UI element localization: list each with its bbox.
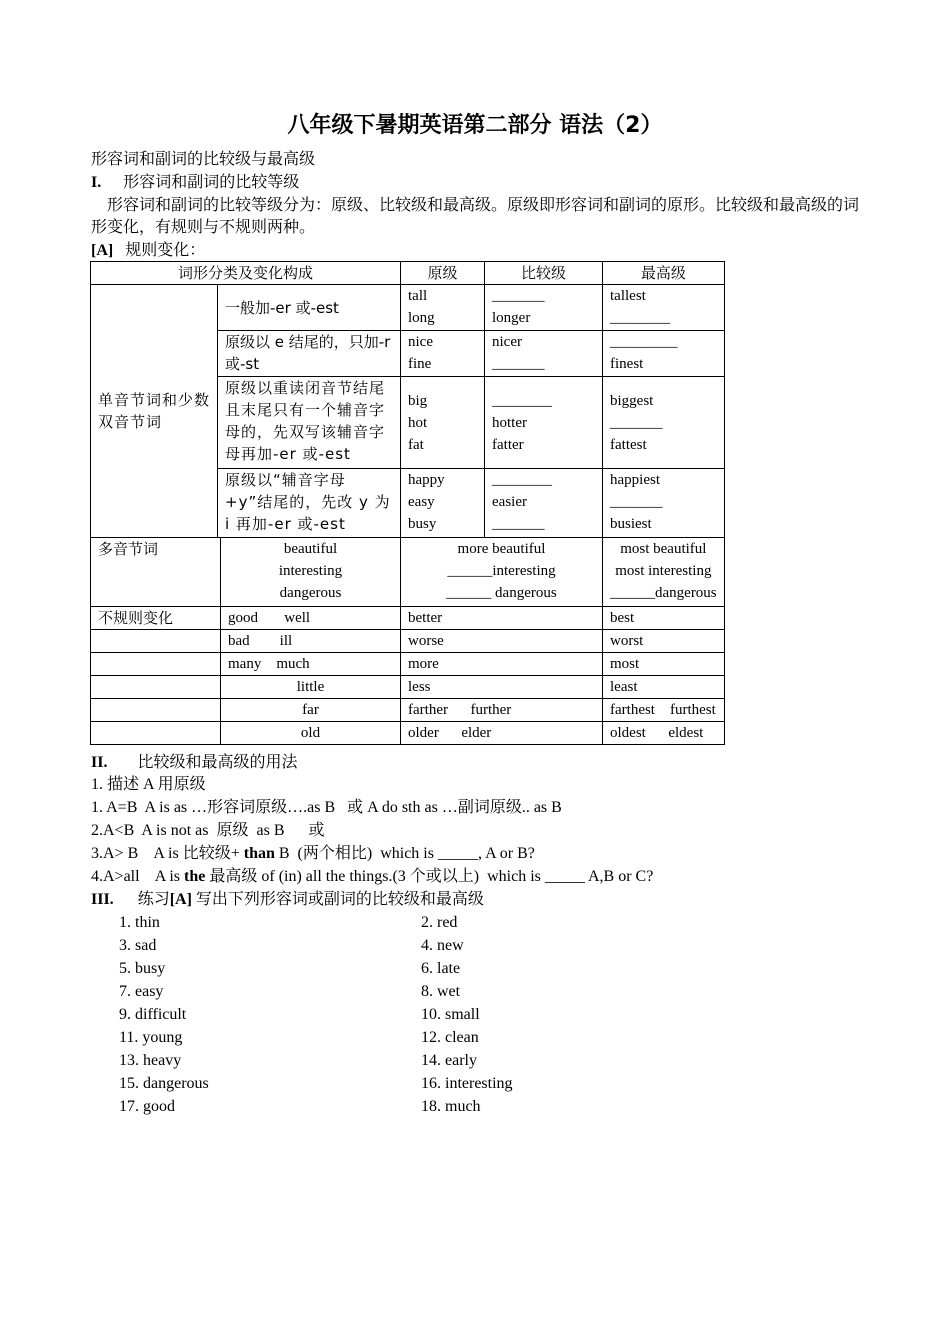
base-cell: far: [221, 699, 401, 722]
comparative-cell: more beautiful ______interesting ______ dangerous: [401, 538, 603, 607]
table-row: [91, 676, 725, 699]
group-label-single: 单音节词和少数双音节词: [91, 285, 218, 538]
rule-cell: 原级以“辅音字母+y”结尾的，先改 y 为 i 再加-er 或-est: [218, 469, 401, 538]
comparative-cell: older elder: [401, 722, 603, 745]
usage-line: 4.A>all A is the 最高级 of (in) all the things.(3 个或以上) which is _____ A,B or C?: [91, 868, 654, 885]
empty-cell: [91, 676, 221, 699]
comparative-cell: nicer _______: [485, 331, 603, 377]
subsection-title: 规则变化：: [125, 240, 206, 259]
base-cell: happy easy busy: [401, 469, 485, 538]
table-row: [91, 699, 725, 722]
rule-cell: 原级以重读闭音节结尾且末尾只有一个辅音字母的，先双写该辅音字母再加-er 或-est: [218, 377, 401, 469]
comparative-cell: ________ hotter fatter: [485, 377, 603, 469]
base-cell: many much: [221, 653, 401, 676]
section-number: II.: [91, 754, 108, 771]
table-row: [91, 538, 725, 607]
superlative-cell: oldest eldest: [603, 722, 725, 745]
comparative-cell: ________ easier _______: [485, 469, 603, 538]
exercise-item: 3. sad: [119, 937, 157, 954]
section-title: 比较级和最高级的用法: [137, 752, 298, 771]
table-row: [91, 285, 725, 331]
section-2-heading: [91, 751, 297, 774]
exercise-item: 12. clean: [421, 1029, 479, 1046]
exercise-item: 7. easy: [119, 983, 164, 1000]
superlative-cell: biggest _______ fattest: [603, 377, 725, 469]
exercise-item: 11. young: [119, 1029, 183, 1046]
section-number: I.: [91, 174, 102, 191]
exercise-item: 13. heavy: [119, 1052, 182, 1069]
section-title: 练习[A] 写出下列形容词或副词的比较级和最高级: [137, 889, 484, 908]
empty-cell: [91, 630, 221, 653]
superlative-cell: happiest _______ busiest: [603, 469, 725, 538]
comparative-cell: more: [401, 653, 603, 676]
exercise-item: 6. late: [421, 960, 461, 977]
comparison-table: [90, 261, 725, 745]
empty-cell: [91, 699, 221, 722]
empty-cell: [91, 653, 221, 676]
section-1-heading: [91, 171, 299, 194]
header-superlative: 最高级: [603, 262, 725, 285]
superlative-cell: worst: [603, 630, 725, 653]
rule-cell: 一般加-er 或-est: [218, 285, 401, 331]
base-cell: little: [221, 676, 401, 699]
base-cell: beautiful interesting dangerous: [221, 538, 401, 607]
exercise-item: 16. interesting: [421, 1075, 513, 1092]
exercise-item: 14. early: [421, 1052, 477, 1069]
usage-line: 2.A<B A is not as 原级 as B 或: [91, 822, 325, 839]
superlative-cell: farthest furthest: [603, 699, 725, 722]
header-base: 原级: [401, 262, 485, 285]
exercise-item: 2. red: [421, 914, 458, 931]
exercise-item: 4. new: [421, 937, 464, 954]
exercise-item: 10. small: [421, 1006, 480, 1023]
exercise-item: 1. thin: [119, 914, 160, 931]
usage-line: 1. 描述 A 用原级: [91, 776, 206, 793]
base-cell: bad ill: [221, 630, 401, 653]
exercise-item: 15. dangerous: [119, 1075, 209, 1092]
subsection-tag: [A]: [91, 242, 114, 259]
subsection-a: [91, 239, 205, 262]
intro-line-1: 形容词和副词的比较等级分为：原级、比较级和最高级。原级即形容词和副词的原形。比较级和最高级的词: [107, 195, 860, 214]
superlative-cell: tallest ________: [603, 285, 725, 331]
exercise-item: 9. difficult: [119, 1006, 187, 1023]
superlative-cell: best: [603, 607, 725, 630]
base-cell: big hot fat: [401, 377, 485, 469]
exercise-item: 17. good: [119, 1098, 175, 1115]
base-cell: good well: [221, 607, 401, 630]
table-row: [91, 722, 725, 745]
subtitle: 形容词和副词的比较级与最高级: [91, 149, 316, 168]
section-title: 形容词和副词的比较等级: [123, 172, 300, 191]
table-header-row: [91, 262, 725, 285]
exercise-item: 5. busy: [119, 960, 166, 977]
header-comparative: 比较级: [485, 262, 603, 285]
base-cell: tall long: [401, 285, 485, 331]
exercise-item: 8. wet: [421, 983, 461, 1000]
superlative-cell: most beautiful most interesting ______dangerous: [603, 538, 725, 607]
group-label-multi: 多音节词: [91, 538, 221, 607]
comparative-cell: better: [401, 607, 603, 630]
base-cell: old: [221, 722, 401, 745]
table-row: [91, 630, 725, 653]
comparative-cell: _______ longer: [485, 285, 603, 331]
comparative-cell: worse: [401, 630, 603, 653]
usage-line: 1. A=B A is as …形容词原级….as B 或 A do sth as …副词原级.. as B: [91, 799, 562, 816]
empty-cell: [91, 722, 221, 745]
superlative-cell: most: [603, 653, 725, 676]
page-title: 八年级下暑期英语第二部分 语法（2）: [287, 113, 663, 138]
rule-cell: 原级以 e 结尾的，只加-r 或-st: [218, 331, 401, 377]
base-cell: nice fine: [401, 331, 485, 377]
superlative-cell: least: [603, 676, 725, 699]
header-category: 词形分类及变化构成: [91, 262, 401, 285]
usage-line: 3.A> B A is 比较级+ than B (两个相比) which is _____, A or B?: [91, 845, 535, 862]
comparative-cell: less: [401, 676, 603, 699]
table-row: [91, 607, 725, 630]
table-row: [91, 653, 725, 676]
exercise-item: 18. much: [421, 1098, 481, 1115]
intro-line-2: 形变化，有规则与不规则两种。: [91, 217, 316, 236]
group-label-irregular: 不规则变化: [91, 607, 221, 630]
comparative-cell: farther further: [401, 699, 603, 722]
section-number: III.: [91, 891, 114, 908]
section-3-heading: [91, 888, 484, 911]
superlative-cell: _________ finest: [603, 331, 725, 377]
